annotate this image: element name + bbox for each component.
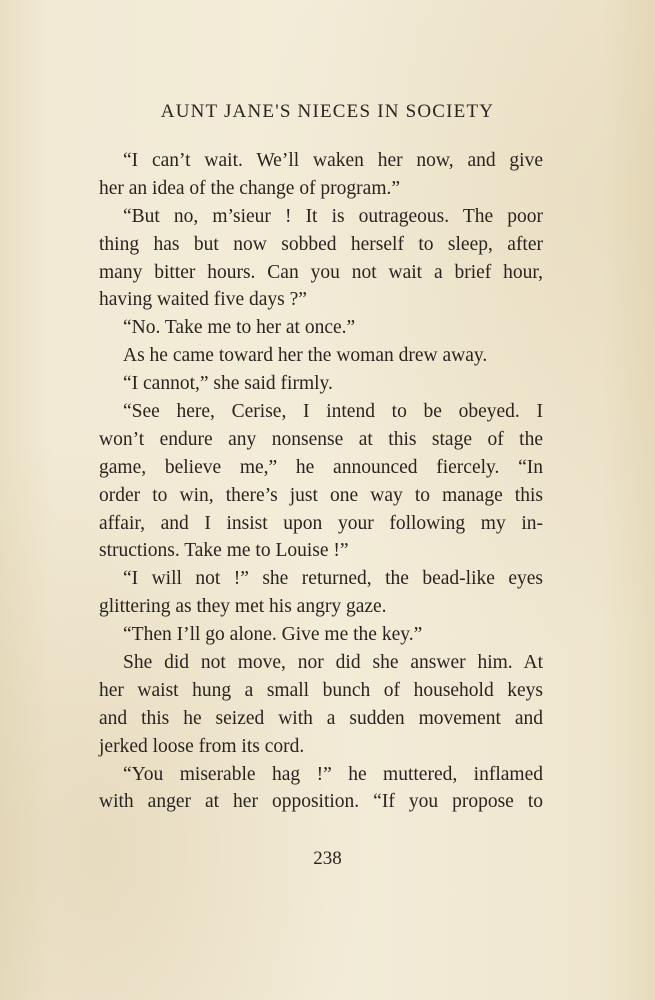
text-line: “I will not !” she returned, the bead-like eyes: [123, 568, 543, 590]
text-line: “I cannot,” she said firmly.: [123, 373, 333, 395]
text-line: structions. Take me to Louise !”: [99, 540, 349, 562]
body-text: [99, 147, 543, 816]
text-line: her waist hung a small bunch of household keys: [99, 679, 543, 701]
text-line: many bitter hours. Can you not wait a brief hour,: [99, 261, 543, 283]
text-line: “You miserable hag !” he muttered, inflamed: [123, 763, 543, 785]
text-line: “But no, m’sieur ! It is outrageous. The poor: [123, 205, 543, 227]
text-line: glittering as they met his angry gaze.: [99, 596, 387, 618]
text-line: jerked loose from its cord.: [99, 735, 305, 757]
running-head: AUNT JANE'S NIECES IN SOCIETY: [160, 101, 495, 122]
text-line: and this he seized with a sudden movement and: [99, 707, 543, 729]
text-line: won’t endure any nonsense at this stage of the: [99, 428, 543, 450]
text-line: She did not move, nor did she answer him. At: [123, 652, 543, 674]
page-number: 238: [313, 848, 342, 869]
text-line: “See here, Cerise, I intend to be obeyed. I: [123, 401, 543, 423]
text-line: having waited five days ?”: [99, 289, 307, 311]
text-line: game, believe me,” he announced fiercely. “In: [99, 456, 543, 478]
text-line: affair, and I insist upon your following my in-: [99, 512, 543, 534]
text-line: thing has but now sobbed herself to sleep, after: [99, 233, 543, 255]
text-line: “No. Take me to her at once.”: [123, 317, 356, 339]
text-line: “I can’t wait. We’ll waken her now, and give: [123, 150, 543, 171]
text-line: As he came toward her the woman drew away.: [123, 345, 488, 367]
text-line: order to win, there’s just one way to manage this: [99, 484, 543, 506]
text-line: with anger at her opposition. “If you propose to: [99, 791, 543, 813]
text-line: “Then I’ll go alone. Give me the key.”: [123, 624, 423, 646]
text-line: her an idea of the change of program.”: [99, 177, 401, 199]
